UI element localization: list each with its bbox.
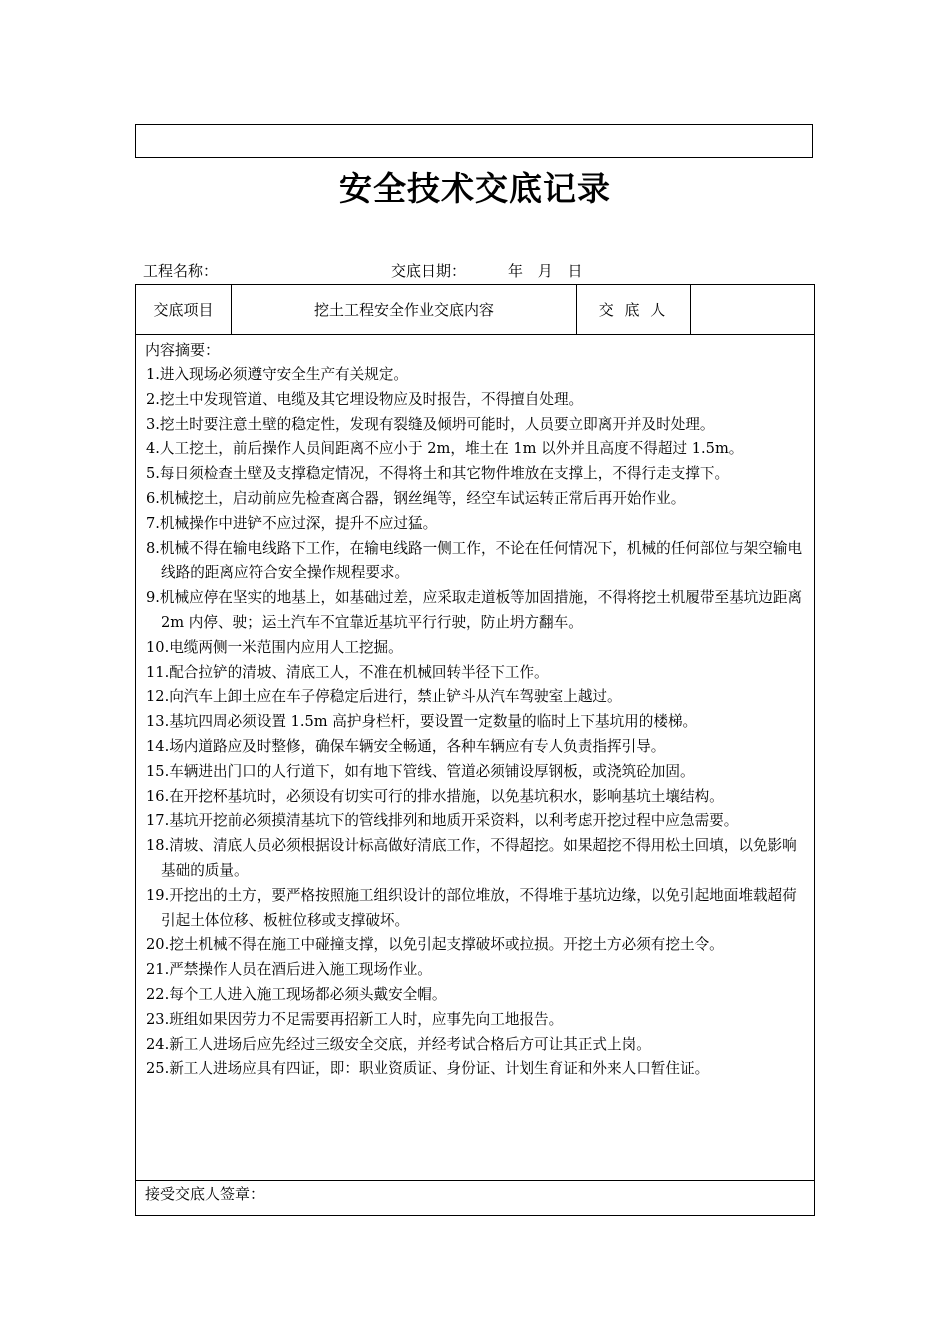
list-item: 21.严禁操作人员在酒后进入施工现场作业。 bbox=[146, 961, 432, 979]
list-item: 11.配合拉铲的清坡、清底工人，不准在机械回转半径下工作。 bbox=[146, 663, 549, 681]
list-item: 13.基坑四周必须设置 1.5m 高护身栏杆，要设置一定数量的临时上下基坑用的楼梯。 bbox=[146, 713, 698, 731]
list-item: 1.进入现场必须遵守安全生产有关规定。 bbox=[146, 366, 409, 383]
list-item: 4.人工挖土，前后操作人员间距离不应小于 2m，堆土在 1m 以外并且高度不得超过 1.5m。 bbox=[146, 440, 744, 458]
list-item: 20.挖土机械不得在施工中碰撞支撑，以免引起支撑破坏或拉损。开挖土方必须有挖土令。 bbox=[146, 936, 724, 954]
item-label-cell: 交底项目 bbox=[136, 285, 232, 334]
date-ymd: 年 月 日 bbox=[508, 262, 583, 280]
list-item: 7.机械操作中进铲不应过深，提升不应过猛。 bbox=[146, 514, 438, 532]
list-item: 14.场内道路应及时整修，确保车辆安全畅通，各种车辆应有专人负责指挥引导。 bbox=[146, 737, 666, 755]
list-item: 8.机械不得在输电线路下工作，在输电线路一侧工作，不论在任何情况下，机械的任何部位与架空输电线路的距离应符合安全操作规程要求。 bbox=[146, 539, 803, 582]
list-item: 18.清坡、清底人员必须根据设计标高做好清底工作，不得超挖。如果超挖不得用松土回填，以免影响基础的质量。 bbox=[146, 837, 797, 879]
content-list bbox=[146, 363, 811, 1082]
content-heading: 内容摘要： bbox=[145, 341, 221, 359]
signature-label: 接受交底人签章： bbox=[145, 1185, 266, 1203]
header-row bbox=[136, 285, 814, 335]
item-value-cell: 挖土工程安全作业交底内容 bbox=[232, 285, 577, 334]
page-title: 安全技术交底记录 bbox=[339, 169, 611, 208]
list-item: 3.挖土时要注意土壁的稳定性，发现有裂缝及倾坍可能时，人员要立即离开并及时处理。 bbox=[146, 415, 715, 433]
list-item: 9.机械应停在坚实的地基上，如基础过差，应采取走道板等加固措施，不得将挖土机履带至基坑边距离 2m 内停、驶；运土汽车不宜靠近基坑平行行驶，防止坍方翻车。 bbox=[146, 589, 803, 631]
list-item: 2.挖土中发现管道、电缆及其它埋设物应及时报告，不得擅自处理。 bbox=[146, 390, 584, 408]
list-item: 16.在开挖杯基坑时，必须设有切实可行的排水措施，以免基坑积水，影响基坑土壤结构。 bbox=[146, 787, 724, 805]
list-item: 17.基坑开挖前必须摸清基坑下的管线排列和地质开采资料，以利考虑开挖过程中应急需要。 bbox=[146, 812, 739, 830]
record-table bbox=[135, 284, 815, 1216]
list-item: 19.开挖出的土方，要严格按照施工组织设计的部位堆放，不得堆于基坑边缘，以免引起地面堆载超荷引起土体位移、板桩位移或支撑破坏。 bbox=[146, 886, 797, 929]
list-item: 5.每日须检查土壁及支撑稳定情况，不得将土和其它物件堆放在支撑上，不得行走支撑下。 bbox=[146, 465, 730, 483]
content-section bbox=[136, 335, 814, 1181]
date-label: 交底日期： bbox=[391, 262, 467, 280]
list-item: 12.向汽车上卸土应在车子停稳定后进行，禁止铲斗从汽车驾驶室上越过。 bbox=[146, 688, 622, 706]
list-item: 15.车辆进出门口的人行道下，如有地下管线、管道必须铺设厚钢板，或浇筑砼加固。 bbox=[146, 762, 695, 780]
presenter-value-cell bbox=[691, 285, 814, 334]
list-item: 10.电缆两侧一米范围内应用人工挖掘。 bbox=[146, 638, 403, 656]
list-item: 25.新工人进场应具有四证，即：职业资质证、身份证、计划生育证和外来人口暂住证。 bbox=[146, 1060, 710, 1078]
presenter-label-cell: 交 底 人 bbox=[577, 285, 691, 334]
list-item: 6.机械挖土，启动前应先检查离合器，钢丝绳等，经空车试运转正常后再开始作业。 bbox=[146, 489, 686, 507]
list-item: 22.每个工人进入施工现场都必须头戴安全帽。 bbox=[146, 985, 447, 1003]
project-name-label: 工程名称： bbox=[143, 262, 219, 280]
list-item: 23.班组如果因劳力不足需要再招新工人时，应事先向工地报告。 bbox=[146, 1010, 564, 1028]
list-item: 24.新工人进场后应先经过三级安全交底，并经考试合格后方可让其正式上岗。 bbox=[146, 1035, 651, 1053]
header-box bbox=[135, 124, 813, 158]
